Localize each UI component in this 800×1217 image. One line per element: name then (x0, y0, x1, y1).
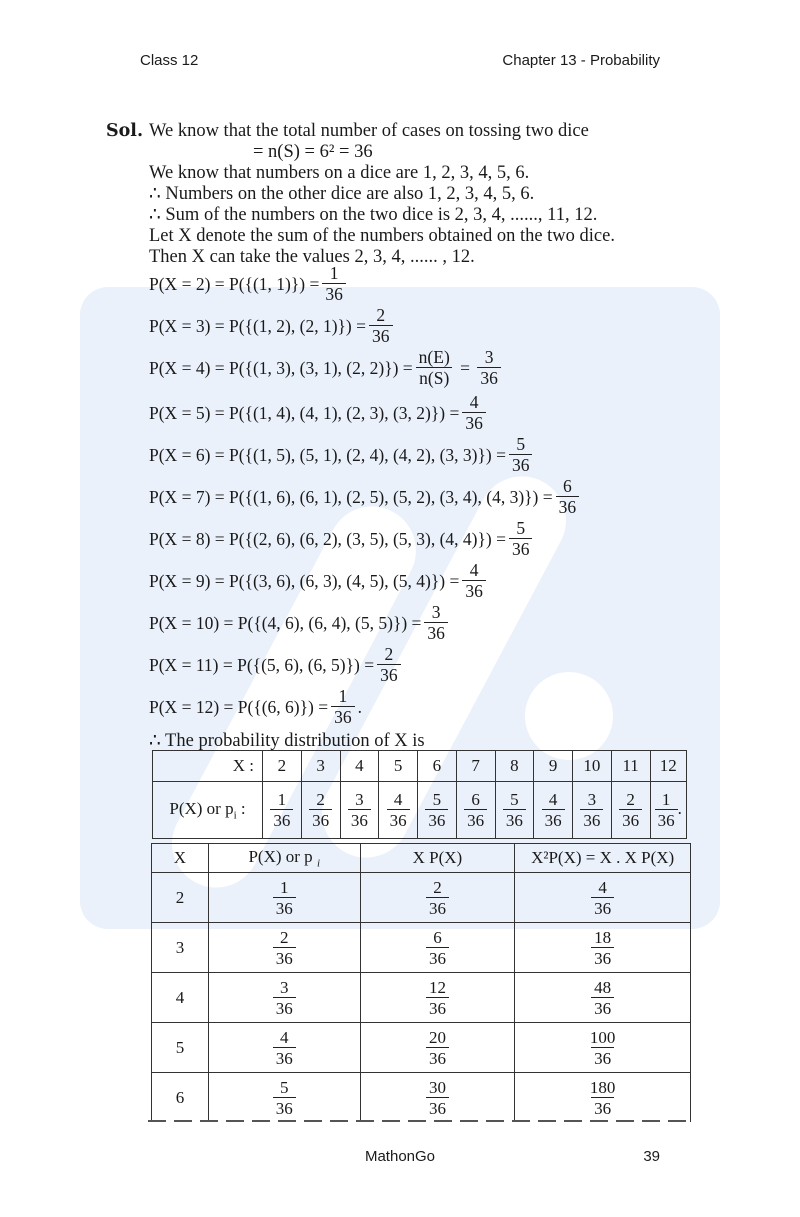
dist-x-cell: 9 (534, 751, 573, 782)
prob-eq-12: P(X = 12) = P({(6, 6)}) = $\frac{1}{36}$ . (149, 686, 362, 727)
dist-p-cell: $\frac{1}{36}$ (263, 782, 302, 839)
table-row (152, 973, 691, 1023)
page-number: 39 (643, 1148, 660, 1165)
calculation-table (151, 843, 691, 1122)
table-row (152, 873, 691, 923)
dist-p-cell: $\frac{1}{36}$ . (650, 782, 687, 839)
dist-x-cell: 11 (611, 751, 650, 782)
calc-header-p: P(X) or p $_i$ (208, 844, 360, 873)
table-row (152, 1023, 691, 1073)
dist-row-x (153, 751, 687, 782)
dist-x-cell: 5 (379, 751, 418, 782)
sol-label: Sol. (106, 121, 144, 141)
dist-p-cell: $\frac{3}{36}$ (573, 782, 612, 839)
dist-x-label: X : (153, 751, 263, 782)
prob-eq-5: P(X = 5) = P({(1, 4), (4, 1), (2, 3), (3, 2)}) = $\frac{4}{36}$ (149, 393, 489, 433)
prob-eq-7: P(X = 7) = P({(1, 6), (6, 1), (2, 5), (5, 2), (3, 4), (4, 3)}) = $\frac{6}{36}$ (149, 477, 582, 517)
calc-p-cell: $\frac{3}{36}$ (208, 973, 360, 1023)
footer-brand: MathonGo (364, 1148, 436, 1165)
calc-x2p-cell: $\frac{18}{36}$ (515, 923, 691, 973)
dist-p-cell: $\frac{2}{36}$ (301, 782, 340, 839)
dist-p-label: P(X) or $p_i$ : (153, 782, 263, 839)
sol-line-4: ∴ Numbers on the other dice are also 1, 2, 3, 4, 5, 6. (149, 184, 535, 204)
calc-p-cell: $\frac{5}{36}$ (208, 1073, 360, 1123)
dist-x-cell: 7 (456, 751, 495, 782)
dist-row-p (153, 782, 687, 839)
dist-p-cell: $\frac{2}{36}$ (611, 782, 650, 839)
calc-x-cell: 5 (152, 1023, 209, 1073)
sol-line-6: Let X denote the sum of the numbers obtained on the two dice. (149, 226, 615, 246)
dist-p-cell: $\frac{6}{36}$ (456, 782, 495, 839)
prob-eq-10: P(X = 10) = P({(4, 6), (6, 4), (5, 5)}) = $\frac{3}{36}$ (149, 603, 451, 643)
calc-p-cell: $\frac{1}{36}$ (208, 873, 360, 923)
calc-xp-cell: $\frac{2}{36}$ (360, 873, 515, 923)
calc-x-cell: 6 (152, 1073, 209, 1123)
calc-x2p-cell: $\frac{4}{36}$ (515, 873, 691, 923)
dist-x-cell: 6 (418, 751, 457, 782)
dist-p-cell: $\frac{3}{36}$ (340, 782, 379, 839)
dist-x-cell: 4 (340, 751, 379, 782)
dist-x-cell: 12 (650, 751, 687, 782)
distribution-table (152, 750, 687, 839)
calc-xp-cell: $\frac{30}{36}$ (360, 1073, 515, 1123)
prob-eq-6: P(X = 6) = P({(1, 5), (5, 1), (2, 4), (4, 2), (3, 3)}) = $\frac{5}{36}$ (149, 435, 535, 475)
calc-header-xp: X P(X) (360, 844, 515, 873)
calc-x2p-cell: $\frac{100}{36}$ (515, 1023, 691, 1073)
header-chapter: Chapter 13 - Probability (502, 52, 660, 69)
calc-header-x2p: X²P(X) = X . X P(X) (515, 844, 691, 873)
calc-x2p-cell: $\frac{180}{36}$ (515, 1073, 691, 1123)
prob-eq-4: P(X = 4) = P({(1, 3), (3, 1), (2, 2)}) = $\frac{n(E)}{n(S)}$ = $\frac{3}{36}$ (149, 348, 504, 388)
distribution-intro: ∴ The probability distribution of X is (149, 731, 425, 751)
calc-xp-cell: $\frac{6}{36}$ (360, 923, 515, 973)
calc-xp-cell: $\frac{20}{36}$ (360, 1023, 515, 1073)
continuation-dashes (148, 1120, 693, 1122)
dist-p-cell: $\frac{5}{36}$ (495, 782, 534, 839)
calc-x-cell: 2 (152, 873, 209, 923)
table-row (152, 1073, 691, 1123)
calc-xp-cell: $\frac{12}{36}$ (360, 973, 515, 1023)
calc-header-x: X (152, 844, 209, 873)
sol-line-5: ∴ Sum of the numbers on the two dice is 2, 3, 4, ......, 11, 12. (149, 205, 598, 225)
dist-x-cell: 2 (263, 751, 302, 782)
prob-eq-3: P(X = 3) = P({(1, 2), (2, 1)}) = $\frac{2}{36}$ (149, 306, 396, 346)
sol-line-7: Then X can take the values 2, 3, 4, ...... , 12. (149, 247, 475, 267)
calc-p-cell: $\frac{2}{36}$ (208, 923, 360, 973)
calc-p-cell: $\frac{4}{36}$ (208, 1023, 360, 1073)
dist-p-cell: $\frac{5}{36}$ (418, 782, 457, 839)
prob-eq-11: P(X = 11) = P({(5, 6), (6, 5)}) = $\frac{2}{36}$ (149, 645, 404, 685)
calc-x-cell: 3 (152, 923, 209, 973)
dist-p-cell: $\frac{4}{36}$ (534, 782, 573, 839)
dist-x-cell: 8 (495, 751, 534, 782)
sol-line-2: = n(S) = 6² = 36 (253, 142, 373, 162)
prob-eq-9: P(X = 9) = P({(3, 6), (6, 3), (4, 5), (5, 4)}) = $\frac{4}{36}$ (149, 561, 489, 601)
prob-eq-8: P(X = 8) = P({(2, 6), (6, 2), (3, 5), (5, 3), (4, 4)}) = $\frac{5}{36}$ (149, 519, 535, 559)
calc-x2p-cell: $\frac{48}{36}$ (515, 973, 691, 1023)
dist-x-cell: 3 (301, 751, 340, 782)
table-row (152, 923, 691, 973)
sol-line-3: We know that numbers on a dice are 1, 2, 3, 4, 5, 6. (149, 163, 530, 183)
prob-eq-2: P(X = 2) = P({(1, 1)}) = $\frac{1}{36}$ (149, 264, 349, 304)
dist-p-cell: $\frac{4}{36}$ (379, 782, 418, 839)
calc-x-cell: 4 (152, 973, 209, 1023)
dist-x-cell: 10 (573, 751, 612, 782)
sol-line-1: We know that the total number of cases on tossing two dice (149, 121, 589, 141)
calc-header-row (152, 844, 691, 873)
header-class: Class 12 (140, 52, 199, 69)
